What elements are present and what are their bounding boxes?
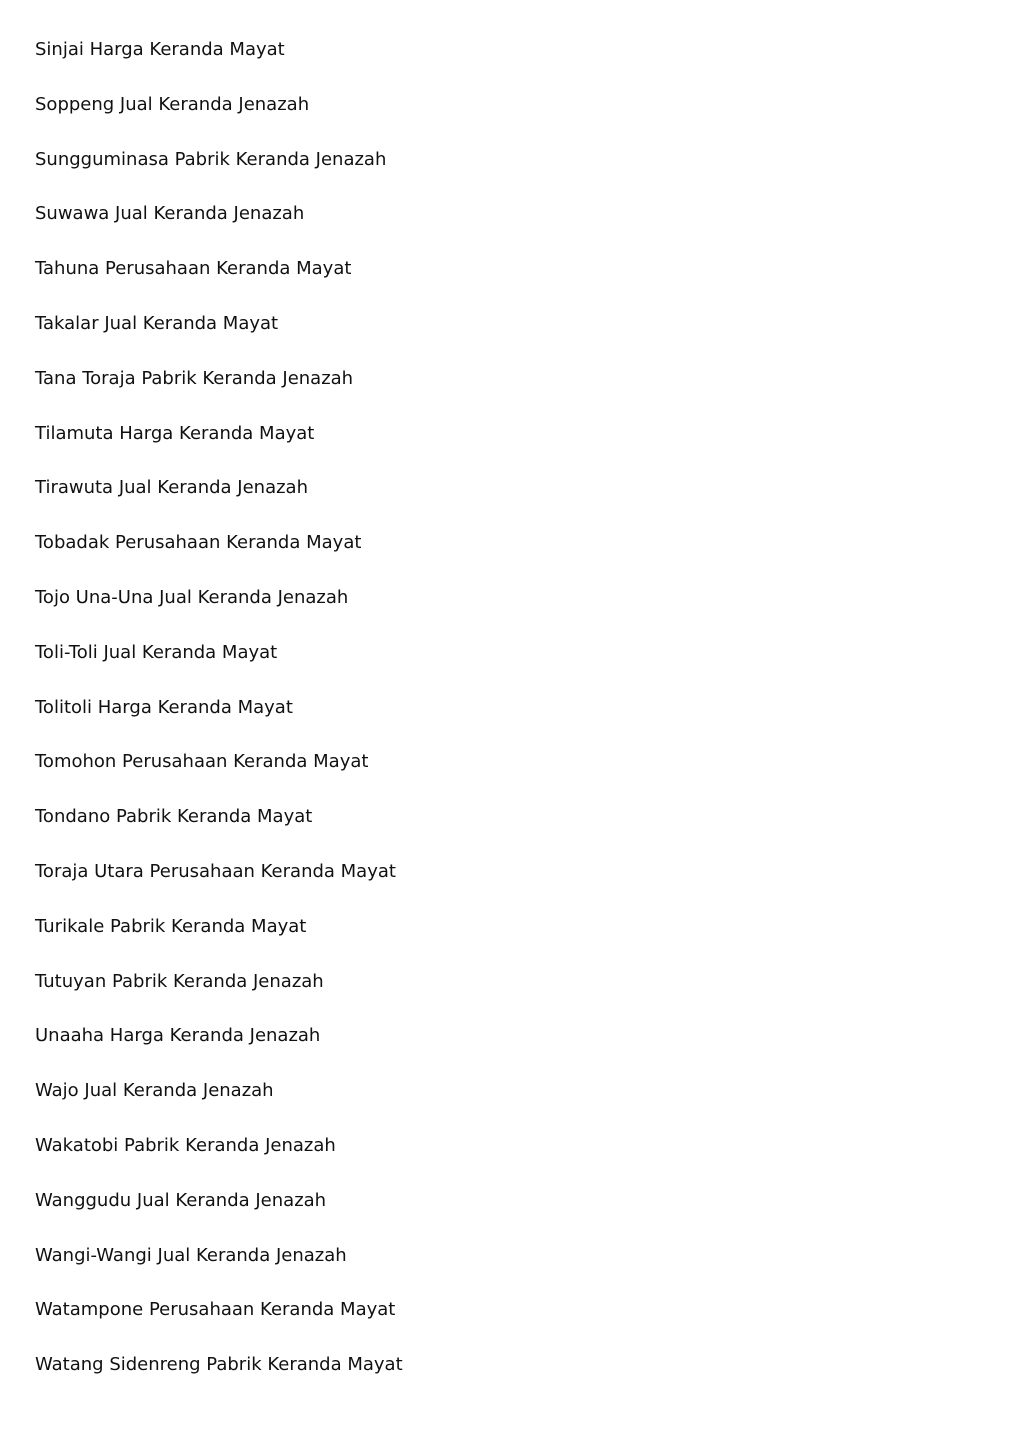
list-item: Tondano Pabrik Keranda Mayat: [35, 806, 313, 828]
list-item: Wangi-Wangi Jual Keranda Jenazah: [35, 1244, 347, 1266]
list-item: Tomohon Perusahaan Keranda Mayat: [35, 751, 369, 773]
list-item: Wakatobi Pabrik Keranda Jenazah: [35, 1134, 336, 1156]
list-item: Unaaha Harga Keranda Jenazah: [35, 1025, 321, 1047]
list-item: Tana Toraja Pabrik Keranda Jenazah: [35, 367, 354, 389]
list-item: Soppeng Jual Keranda Jenazah: [35, 93, 310, 115]
list-item: Tirawuta Jual Keranda Jenazah: [35, 477, 308, 499]
list-item: Tahuna Perusahaan Keranda Mayat: [35, 258, 352, 280]
list-item: Toraja Utara Perusahaan Keranda Mayat: [35, 860, 396, 882]
list-item: Tilamuta Harga Keranda Mayat: [35, 422, 315, 444]
list-item: Tutuyan Pabrik Keranda Jenazah: [35, 970, 324, 992]
list-item: Tolitoli Harga Keranda Mayat: [35, 696, 293, 718]
list-item: Toli-Toli Jual Keranda Mayat: [35, 641, 278, 663]
list-item: Watampone Perusahaan Keranda Mayat: [35, 1299, 396, 1321]
list-item: Sinjai Harga Keranda Mayat: [35, 39, 285, 60]
list-item: Suwawa Jual Keranda Jenazah: [35, 203, 305, 225]
list-item: Turikale Pabrik Keranda Mayat: [35, 915, 307, 937]
keyword-list: [35, 36, 403, 1406]
list-item: Tojo Una-Una Jual Keranda Jenazah: [35, 586, 349, 608]
list-item: Wajo Jual Keranda Jenazah: [35, 1080, 274, 1102]
list-item: Sungguminasa Pabrik Keranda Jenazah: [35, 148, 387, 170]
list-item: Wanggudu Jual Keranda Jenazah: [35, 1189, 327, 1211]
list-item: Tobadak Perusahaan Keranda Mayat: [35, 532, 362, 554]
list-item: Watang Sidenreng Pabrik Keranda Mayat: [35, 1354, 403, 1376]
list-item: Takalar Jual Keranda Mayat: [35, 312, 279, 334]
